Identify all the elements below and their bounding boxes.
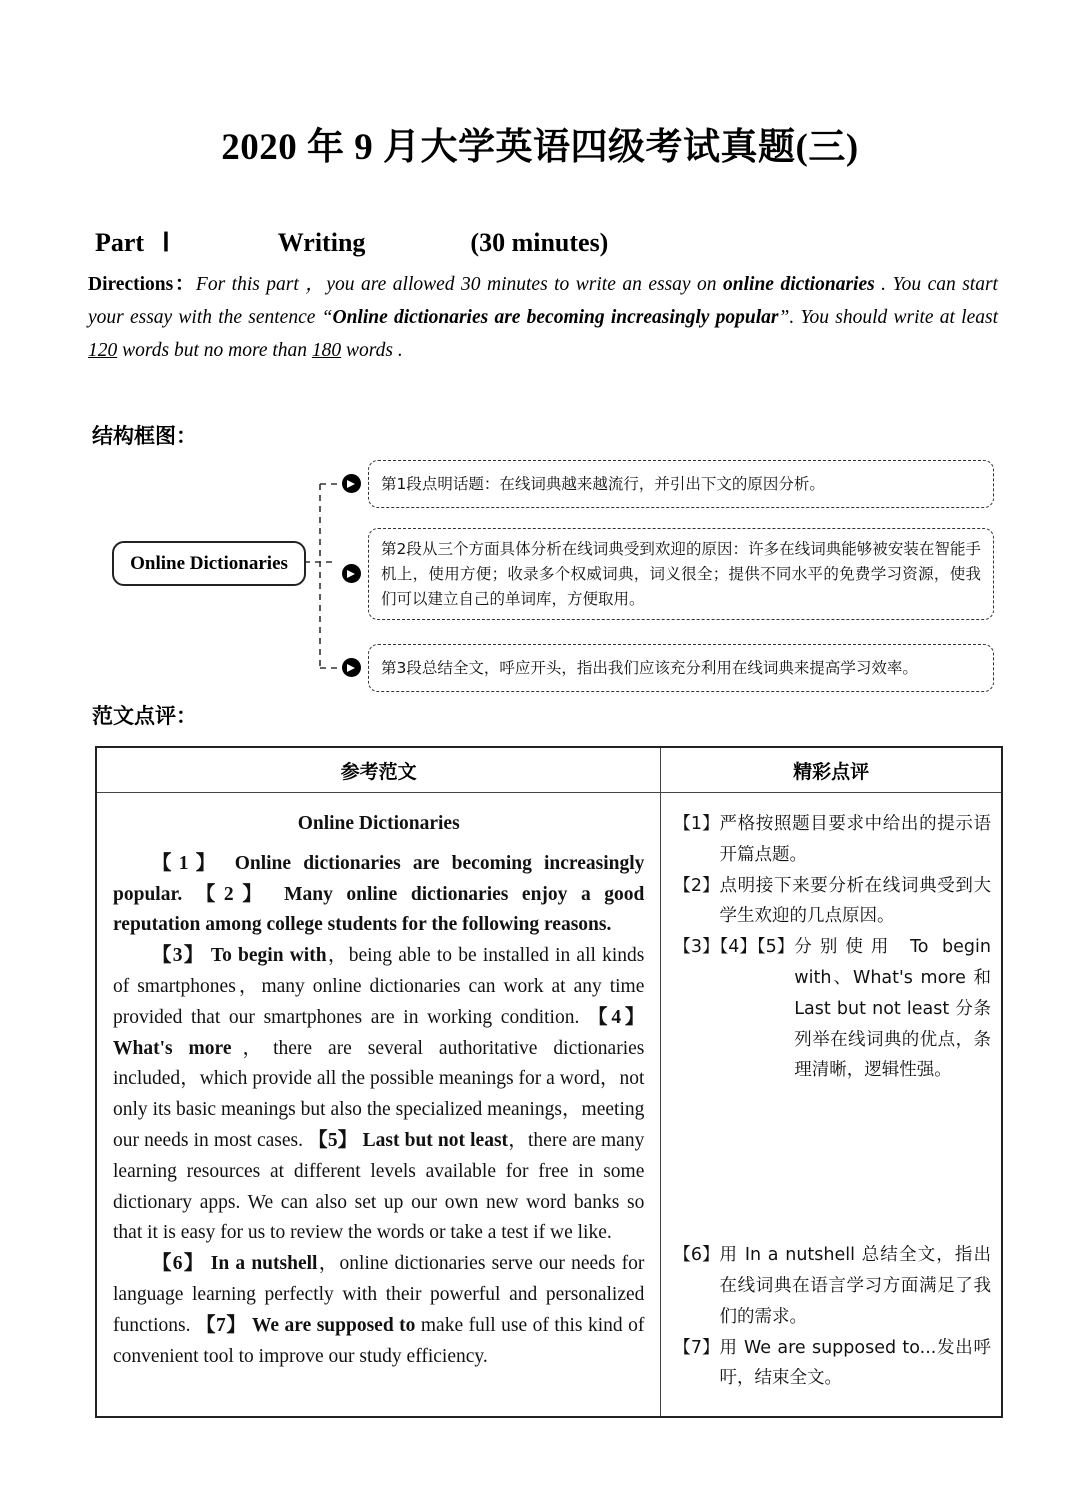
essay-emphasis: 【4】	[588, 1006, 645, 1028]
diagram-box-paragraph-3	[368, 644, 994, 692]
table-header-row	[97, 748, 1001, 793]
essay-text: ，there are several authoritative dictionaries included，which provide all the possible meanings for a word，not only its basic meanings but also the specialized meanings，meeting our needs in most cases.	[113, 1037, 645, 1151]
essay-emphasis: Online dictionaries are becoming increasingly popular.	[113, 852, 645, 905]
commentary-item	[673, 1333, 991, 1395]
essay-emphasis: Many online dictionaries enjoy a good reputation among college students for the following reasons.	[113, 883, 645, 936]
structure-diagram-label: 结构框图：	[92, 424, 197, 448]
commentary-top-group	[673, 809, 991, 1086]
table-header-commentary: 精彩点评	[793, 760, 870, 783]
essay-body	[113, 849, 644, 1373]
essay-paragraph	[113, 849, 644, 941]
essay-emphasis: 【7】	[195, 1314, 247, 1336]
commentary-item-text: 分别使用 To begin with、What's more 和 Last but not least 分条列举在线词典的优点，条理清晰，逻辑性强。	[794, 937, 991, 1081]
commentary-column	[661, 793, 1001, 1416]
commentary-item	[673, 932, 991, 1086]
essay-paragraph	[113, 1249, 644, 1372]
commentary-item-tag: 【2】	[673, 875, 720, 896]
essay-emphasis: To begin with	[204, 945, 327, 967]
part-roman-numeral: Ⅰ	[162, 228, 170, 257]
structure-diagram	[92, 448, 1004, 696]
sample-essay-column	[97, 793, 661, 1416]
commentary-item	[673, 809, 991, 871]
diagram-box-paragraph-2	[368, 528, 994, 620]
table-header-sample-essay: 参考范文	[97, 748, 661, 792]
essay-emphasis: 【5】	[308, 1129, 358, 1151]
diagram-box-3-text: 第3段总结全文，呼应开头，指出我们应该充分利用在线词典来提高学习效率。	[381, 658, 918, 677]
commentary-item	[673, 1240, 991, 1332]
table-body-row	[97, 793, 1001, 1416]
essay-emphasis: In a nutshell	[204, 1253, 318, 1275]
directions-text-3: . You should write at least	[789, 307, 998, 328]
diagram-box-1-text: 第1段点明话题：在线词典越来越流行，并引出下文的原因分析。	[381, 474, 825, 493]
part-time-limit: (30 minutes)	[470, 228, 609, 257]
essay-text: ，being able to be installed in all kinds of smartphones，many online dictionaries can work at any time provided that our smartphones are in working condition.	[113, 945, 645, 1028]
page-title: 2020 年 9 月大学英语四级考试真题(三)	[221, 127, 859, 168]
commentary-item	[673, 871, 991, 933]
commentary-alignment-spacer	[673, 1086, 991, 1240]
commentary-bottom-group	[673, 1240, 991, 1394]
essay-emphasis: We are supposed to	[246, 1314, 416, 1336]
sample-essay-cell	[97, 793, 660, 1394]
essay-text: make full use of this kind of convenient tool to improve our study efficiency.	[113, 1314, 645, 1367]
directions-opening-sentence: Online dictionaries are becoming increasingly popular	[332, 307, 779, 328]
arrow-right-icon	[342, 658, 361, 677]
directions-label: Directions：	[88, 274, 196, 295]
commentary-item-tag: 【3】【4】【5】	[673, 937, 795, 958]
essay-emphasis: Last but not least	[357, 1129, 509, 1151]
directions-quote-open: “	[321, 307, 333, 328]
commentary-item-tag: 【7】	[673, 1337, 720, 1358]
commentary-item-text: 点明接下来要分析在线词典受到大学生欢迎的几点原因。	[719, 875, 991, 927]
essay-emphasis: 【1】	[152, 852, 223, 874]
diagram-box-paragraph-1	[368, 460, 994, 508]
commentary-item-text: 用 We are supposed to...发出呼吁，结束全文。	[719, 1337, 991, 1389]
commentary-item-tag: 【6】	[673, 1245, 720, 1266]
directions-topic: online dictionaries	[723, 274, 875, 295]
review-table	[95, 746, 1003, 1418]
commentary-item-text: 用 In a nutshell 总结全文，指出在线词典在语言学习方面满足了我们的需求。	[719, 1245, 991, 1327]
directions-paragraph	[88, 268, 998, 367]
commentary-item-tag: 【1】	[673, 814, 720, 834]
essay-paragraph	[113, 941, 644, 1249]
commentary-cell	[661, 793, 1001, 1416]
diagram-root-node: Online Dictionaries	[112, 541, 306, 586]
diagram-box-2-text: 第2段从三个方面具体分析在线词典受到欢迎的原因：许多在线词典能够被安装在智能手机上，使用方便；收录多个权威词典，词义很全；提供不同水平的免费学习资源，使我们可以建立自己的单词库，方便取用。	[381, 539, 981, 608]
directions-min-words: 120	[88, 340, 118, 361]
arrow-right-icon	[342, 474, 361, 493]
essay-title: Online Dictionaries	[297, 813, 460, 834]
directions-max-words: 180	[311, 340, 342, 361]
essay-emphasis: What's more	[113, 1037, 232, 1059]
directions-text-5: words .	[341, 340, 403, 361]
essay-emphasis: 【6】	[152, 1253, 205, 1275]
arrow-right-icon	[342, 564, 361, 583]
essay-emphasis: 【2】	[195, 883, 271, 905]
directions-quote-close: ”	[778, 307, 790, 328]
essay-text: ，online dictionaries serve our needs for language learning perfectly with their powerful and personalized functions.	[113, 1253, 645, 1336]
part-heading	[95, 228, 1005, 258]
part-label: Part	[95, 228, 145, 257]
commentary-item-text: 严格按照题目要求中给出的提示语开篇点题。	[719, 814, 991, 865]
essay-text: ，there are many learning resources at different levels available for free in some dictionary apps. We can also set up our own new word banks so that it is easy for us to review the words or take a test if we like.	[113, 1129, 645, 1244]
part-section-title: Writing	[277, 228, 366, 257]
directions-text-4: words but no more than	[117, 340, 312, 361]
essay-emphasis: 【3】	[152, 945, 205, 967]
directions-text-2: . You can start your essay with the sentence	[88, 274, 998, 328]
review-section-label: 范文点评：	[92, 704, 197, 728]
directions-text-1: For this part ，you are allowed 30 minutes to write an essay on	[195, 274, 724, 295]
